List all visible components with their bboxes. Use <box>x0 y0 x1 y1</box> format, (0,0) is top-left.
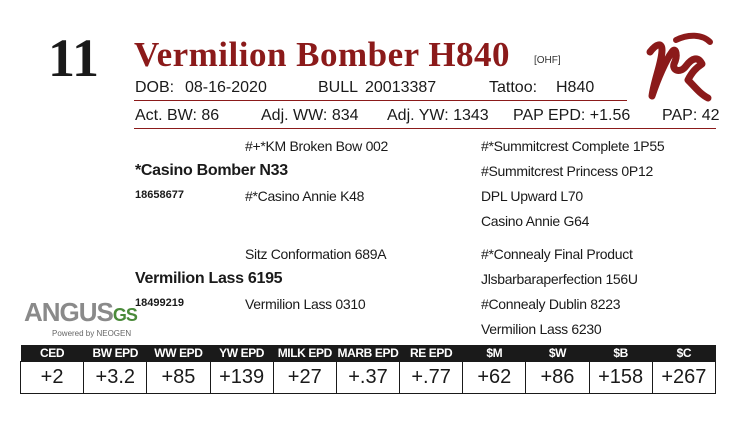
pedigree-sire-dam: #*Casino Annie K48 <box>245 188 365 204</box>
pedigree-dd-dam: Vermilion Lass 6230 <box>481 321 602 337</box>
epd-header: YW EPD <box>210 345 273 362</box>
epd-value: +85 <box>147 362 210 394</box>
pedigree-ds-dam: Jlsbarbaraperfection 156U <box>481 271 638 287</box>
divider <box>134 128 716 129</box>
epd-table <box>20 345 716 394</box>
pedigree-dam: Vermilion Lass 6195 <box>135 270 283 287</box>
animal-name: Vermilion Bomber H840 <box>134 35 511 74</box>
angus-logo-text: ANGUS <box>24 297 113 327</box>
pap-epd: PAP EPD: +1.56 <box>513 107 631 124</box>
vr-brand-icon <box>636 30 716 108</box>
epd-value: +.77 <box>400 362 463 394</box>
epd-header: $B <box>589 345 652 362</box>
epd-header: BW EPD <box>84 345 147 362</box>
epd-header: MARB EPD <box>337 346 399 360</box>
pedigree-ss-sire: #*Summitcrest Complete 1P55 <box>481 138 665 154</box>
angus-logo-sub: Powered by NEOGEN <box>52 329 132 338</box>
dob-label: DOB: <box>135 79 175 96</box>
epd-header: CED <box>21 345 84 362</box>
angus-gs-logo <box>24 298 137 339</box>
epd-value: +158 <box>589 362 652 394</box>
epd-header: $M <box>463 345 526 362</box>
epd-value: +139 <box>210 362 273 394</box>
adj-yw: Adj. YW: 1343 <box>387 107 489 124</box>
pedigree-sd-dam: Casino Annie G64 <box>481 213 590 229</box>
epd-header: RE EPD <box>400 345 463 362</box>
pedigree-sire-sire: #+*KM Broken Bow 002 <box>245 138 389 154</box>
pedigree-sire: *Casino Bomber N33 <box>135 162 288 179</box>
pedigree-dam-dam: Vermilion Lass 0310 <box>245 296 366 312</box>
pedigree-sire-reg: 18658677 <box>135 189 184 201</box>
divider <box>134 100 627 101</box>
pedigree-dam-sire: Sitz Conformation 689A <box>245 246 387 262</box>
act-bw: Act. BW: 86 <box>135 107 220 124</box>
epd-header: MILK EPD <box>273 345 336 362</box>
epd-value: +86 <box>526 362 589 394</box>
epd-value: +2 <box>21 362 84 394</box>
angus-logo-gs: GS <box>112 305 137 325</box>
pedigree-ds-sire: #*Connealy Final Product <box>481 246 633 262</box>
dob-value: 08-16-2020 <box>185 79 267 96</box>
epd-header: WW EPD <box>147 345 210 362</box>
epd-value: +27 <box>273 362 336 394</box>
lot-number: 11 <box>48 28 100 88</box>
pedigree-dam-reg: 18499219 <box>135 297 184 309</box>
epd-value: +267 <box>652 362 715 394</box>
pedigree-sd-sire: DPL Upward L70 <box>481 188 583 204</box>
epd-value: +3.2 <box>84 362 147 394</box>
epd-header: $W <box>526 345 589 362</box>
tattoo-value: H840 <box>556 79 595 96</box>
epd-value: +.37 <box>336 362 399 394</box>
pedigree-dd-sire: #Connealy Dublin 8223 <box>481 296 621 312</box>
sex-label: BULL <box>318 79 359 96</box>
tattoo-label: Tattoo: <box>489 79 538 96</box>
epd-header: $C <box>652 345 715 362</box>
adj-ww: Adj. WW: 834 <box>261 107 359 124</box>
pedigree-ss-dam: #Summitcrest Princess 0P12 <box>481 163 653 179</box>
epd-header-row <box>21 345 716 362</box>
tag-suffix: [OHF] <box>534 55 561 66</box>
reg-number: 20013387 <box>365 79 437 96</box>
epd-value: +62 <box>463 362 526 394</box>
pap: PAP: 42 <box>662 107 720 124</box>
epd-value-row <box>21 362 716 394</box>
